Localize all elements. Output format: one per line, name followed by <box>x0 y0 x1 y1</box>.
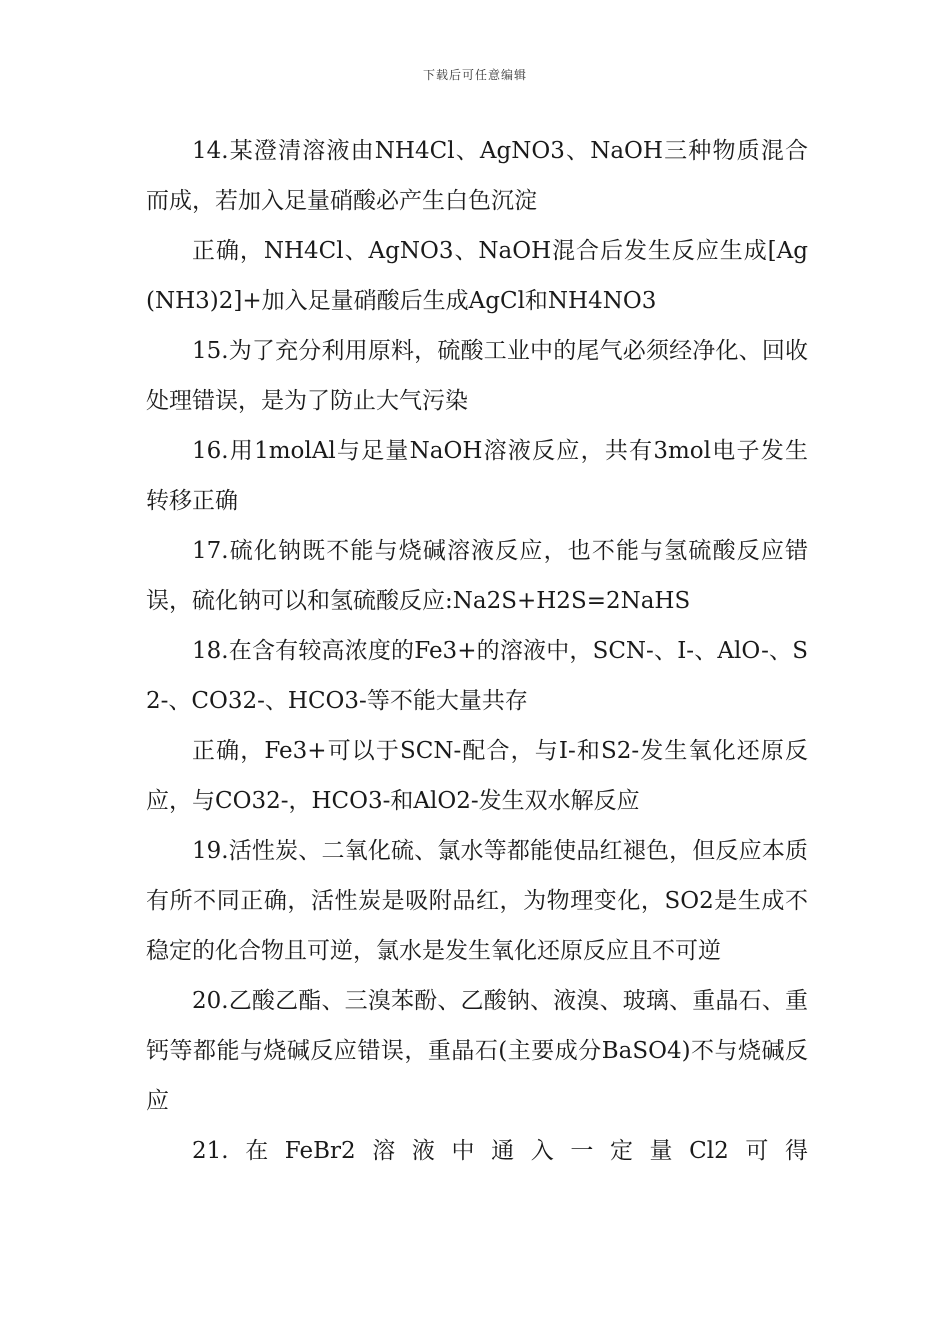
paragraph-19: 19.活性炭、二氧化硫、氯水等都能使品红褪色，但反应本质有所不同正确，活性炭是吸附品红，为物理变化，SO2是生成不稳定的化合物且可逆，氯水是发生氧化还原反应且不可逆 <box>146 838 808 964</box>
paragraph-21: 21.在FeBr2溶液中通入一定量Cl2可得 <box>192 1138 808 1164</box>
paragraph-20: 20.乙酸乙酯、三溴苯酚、乙酸钠、液溴、玻璃、重晶石、重钙等都能与烧碱反应错误，重晶石(主要成分BaSO4)不与烧碱反应 <box>146 988 808 1114</box>
paragraph-18: 18.在含有较高浓度的Fe3+的溶液中，SCN-、I-、AlO-、S2-、CO32-、HCO3-等不能大量共存 <box>146 638 808 714</box>
paragraph-14-answer: 正确，NH4Cl、AgNO3、NaOH混合后发生反应生成[Ag(NH3)2]+加入足量硝酸后生成AgCl和NH4NO3 <box>146 238 808 314</box>
document-body <box>146 126 808 1176</box>
paragraph-15: 15.为了充分利用原料，硫酸工业中的尾气必须经净化、回收处理错误，是为了防止大气污染 <box>146 338 808 414</box>
paragraph-18-answer: 正确，Fe3+可以于SCN-配合，与I-和S2-发生氧化还原反应，与CO32-，HCO3-和AlO2-发生双水解反应 <box>146 738 808 814</box>
page-header: 下载后可任意编辑 <box>422 68 527 82</box>
paragraph-14: 14.某澄清溶液由NH4Cl、AgNO3、NaOH三种物质混合而成，若加入足量硝酸必产生白色沉淀 <box>146 138 808 214</box>
paragraph-17: 17.硫化钠既不能与烧碱溶液反应，也不能与氢硫酸反应错误，硫化钠可以和氢硫酸反应:Na2S+H2S=2NaHS <box>146 538 808 614</box>
paragraph-16: 16.用1molAl与足量NaOH溶液反应，共有3mol电子发生转移正确 <box>146 438 808 514</box>
